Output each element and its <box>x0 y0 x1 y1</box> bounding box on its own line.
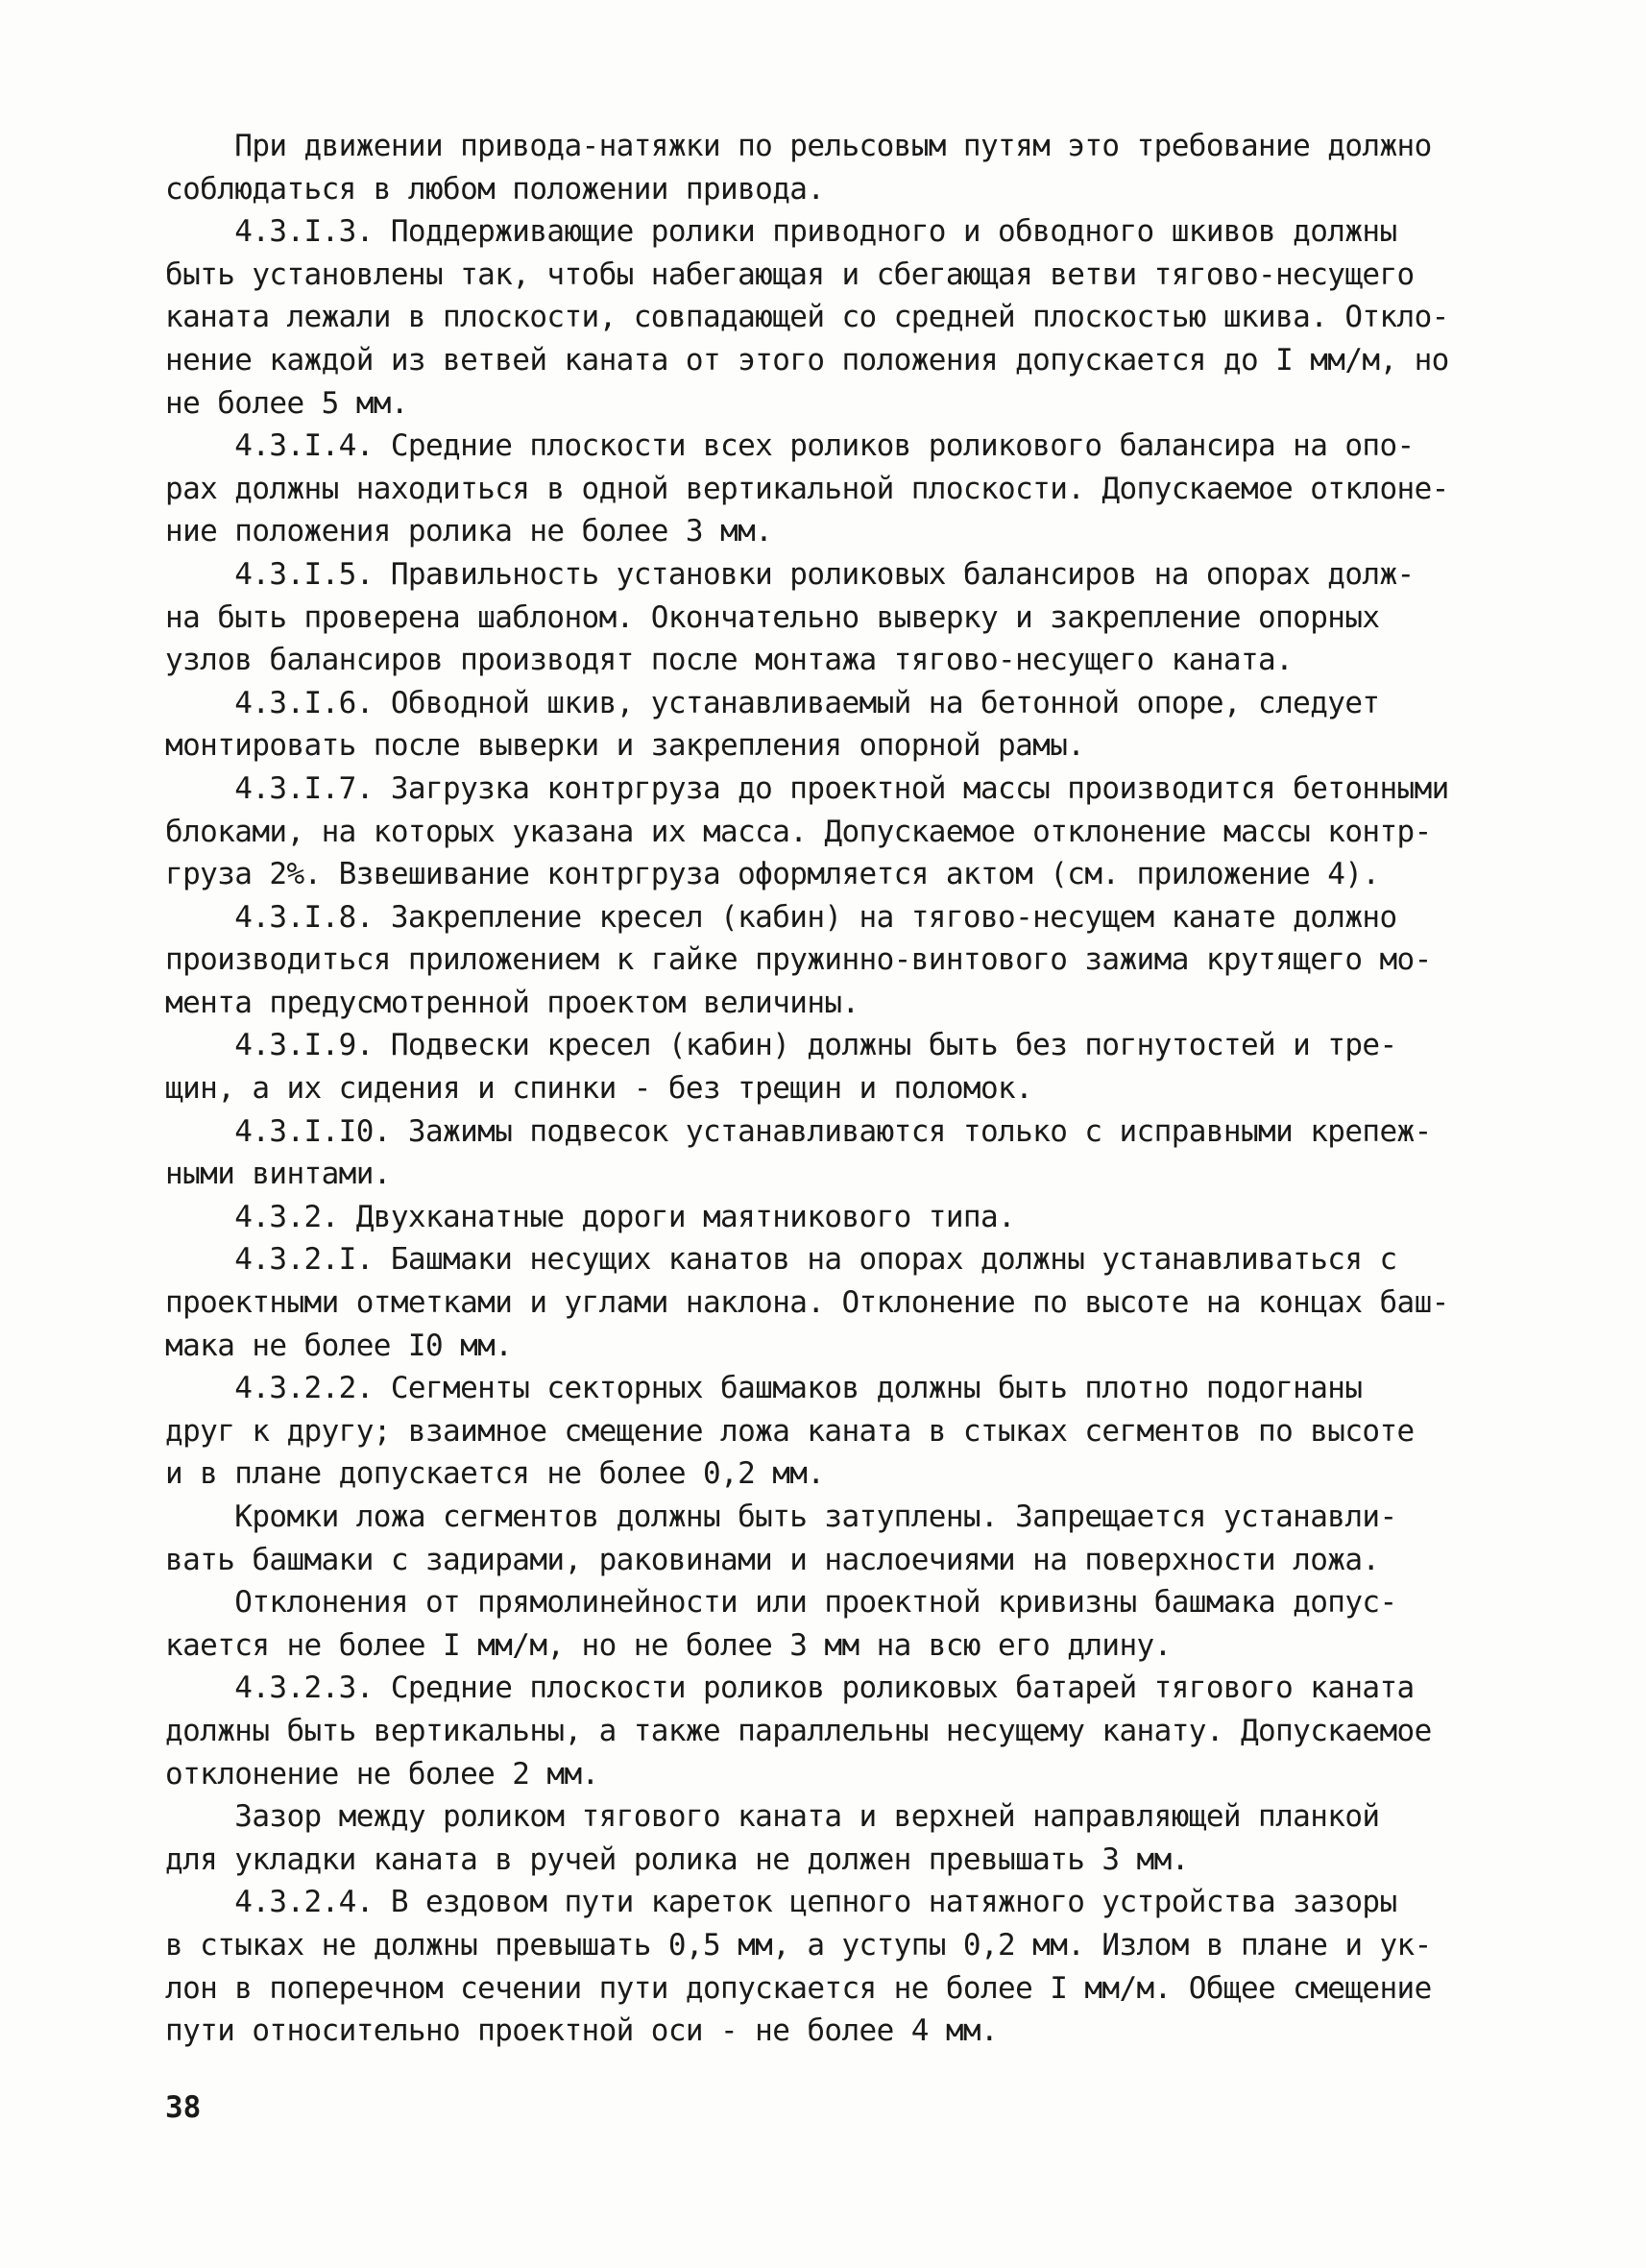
text-line: ние положения ролика не более 3 мм. <box>165 514 773 549</box>
text-line: нение каждой из ветвей каната от этого положения допускается до I мм/м, но <box>165 342 1449 378</box>
document-body <box>165 125 1490 2053</box>
text-line: каната лежали в плоскости, совпадающей со средней плоскостью шкива. Откло- <box>165 300 1449 335</box>
text-line: пути относительно проектной оси - не более 4 мм. <box>165 2013 999 2049</box>
text-line: 4.3.2. Двухканатные дороги маятникового типа. <box>165 1199 1016 1234</box>
text-line: 4.3.I.8. Закрепление кресел (кабин) на тягово-несущем канате должно <box>165 899 1397 935</box>
text-line: лон в поперечном сечении пути допускается не более I мм/м. Общее смещение <box>165 1970 1432 2006</box>
text-line: Отклонения от прямолинейности или проектной кривизны башмака допус- <box>165 1585 1397 1621</box>
text-line: 4.3.2.4. В ездовом пути кареток цепного натяжного устройства зазоры <box>165 1885 1397 1920</box>
text-line: 4.3.I.5. Правильность установки роликовых балансиров на опорах долж- <box>165 556 1415 592</box>
text-line: в стыках не должны превышать 0,5 мм, а уступы 0,2 мм. Излом в плане и ук- <box>165 1927 1432 1963</box>
text-line: 4.3.2.I. Башмаки несущих канатов на опорах должны устанавливаться с <box>165 1242 1397 1278</box>
text-line: соблюдаться в любом положении привода. <box>165 171 825 207</box>
text-line: 4.3.I.I0. Зажимы подвесок устанавливаются только с исправными крепеж- <box>165 1113 1432 1149</box>
text-line: 4.3.I.3. Поддерживающие ролики приводного и обводного шкивов должны <box>165 214 1397 250</box>
page-number: 38 <box>165 2090 202 2125</box>
text-line: блоками, на которых указана их масса. Допускаемое отклонение массы контр- <box>165 814 1432 849</box>
text-line: производиться приложением к гайке пружинно-винтового зажима крутящего мо- <box>165 942 1432 978</box>
text-line: не более 5 мм. <box>165 385 408 421</box>
text-line: При движении привода-натяжки по рельсовым путям это требование должно <box>165 129 1432 163</box>
text-line: быть установлены так, чтобы набегающая и сбегающая ветви тягово-несущего <box>165 256 1415 292</box>
text-line: проектными отметками и углами наклона. Отклонение по высоте на концах баш- <box>165 1285 1449 1321</box>
text-line: 4.3.2.2. Сегменты секторных башмаков должны быть плотно подогнаны <box>165 1371 1363 1406</box>
text-line: Зазор между роликом тягового каната и верхней направляющей планкой <box>165 1799 1380 1835</box>
text-line: ными винтами. <box>165 1157 391 1192</box>
text-line: узлов балансиров производят после монтажа тягово-несущего каната. <box>165 643 1294 678</box>
text-line: кается не более I мм/м, но не более 3 мм на всю его длину. <box>165 1627 1172 1663</box>
text-line: 4.3.I.6. Обводной шкив, устанавливаемый на бетонной опоре, следует <box>165 685 1380 720</box>
text-line: отклонение не более 2 мм. <box>165 1756 599 1792</box>
text-line: рах должны находиться в одной вертикальной плоскости. Допускаемое отклоне- <box>165 471 1449 506</box>
text-line: должны быть вертикальны, а также параллельны несущему канату. Допускаемое <box>165 1713 1432 1748</box>
text-line: щин, а их сидения и спинки - без трещин и поломок. <box>165 1071 1033 1107</box>
text-line: мента предусмотренной проектом величины. <box>165 985 859 1020</box>
text-line: вать башмаки с задирами, раковинами и наслоечиями на поверхности ложа. <box>165 1542 1380 1577</box>
text-line: и в плане допускается не более 0,2 мм. <box>165 1456 825 1492</box>
text-line: друг к другу; взаимное смещение ложа каната в стыках сегментов по высоте <box>165 1413 1415 1449</box>
text-line: груза 2%. Взвешивание контргруза оформляется актом (см. приложение 4). <box>165 857 1380 892</box>
text-line: Кромки ложа сегментов должны быть затуплены. Запрещается устанавли- <box>165 1500 1397 1534</box>
text-line: мака не более I0 мм. <box>165 1328 513 1363</box>
text-line: на быть проверена шаблоном. Окончательно выверку и закрепление опорных <box>165 599 1380 635</box>
text-line: 4.3.I.4. Средние плоскости всех роликов роликового балансира на опо- <box>165 428 1415 464</box>
text-line: для укладки каната в ручей ролика не должен превышать 3 мм. <box>165 1841 1189 1877</box>
text-line: 4.3.2.3. Средние плоскости роликов роликовых батарей тягового каната <box>165 1671 1415 1706</box>
text-line: монтировать после выверки и закрепления опорной рамы. <box>165 728 1085 764</box>
text-line: 4.3.I.9. Подвески кресел (кабин) должны быть без погнутостей и тре- <box>165 1028 1397 1063</box>
text-line: 4.3.I.7. Загрузка контргруза до проектной массы производится бетонными <box>165 770 1449 806</box>
